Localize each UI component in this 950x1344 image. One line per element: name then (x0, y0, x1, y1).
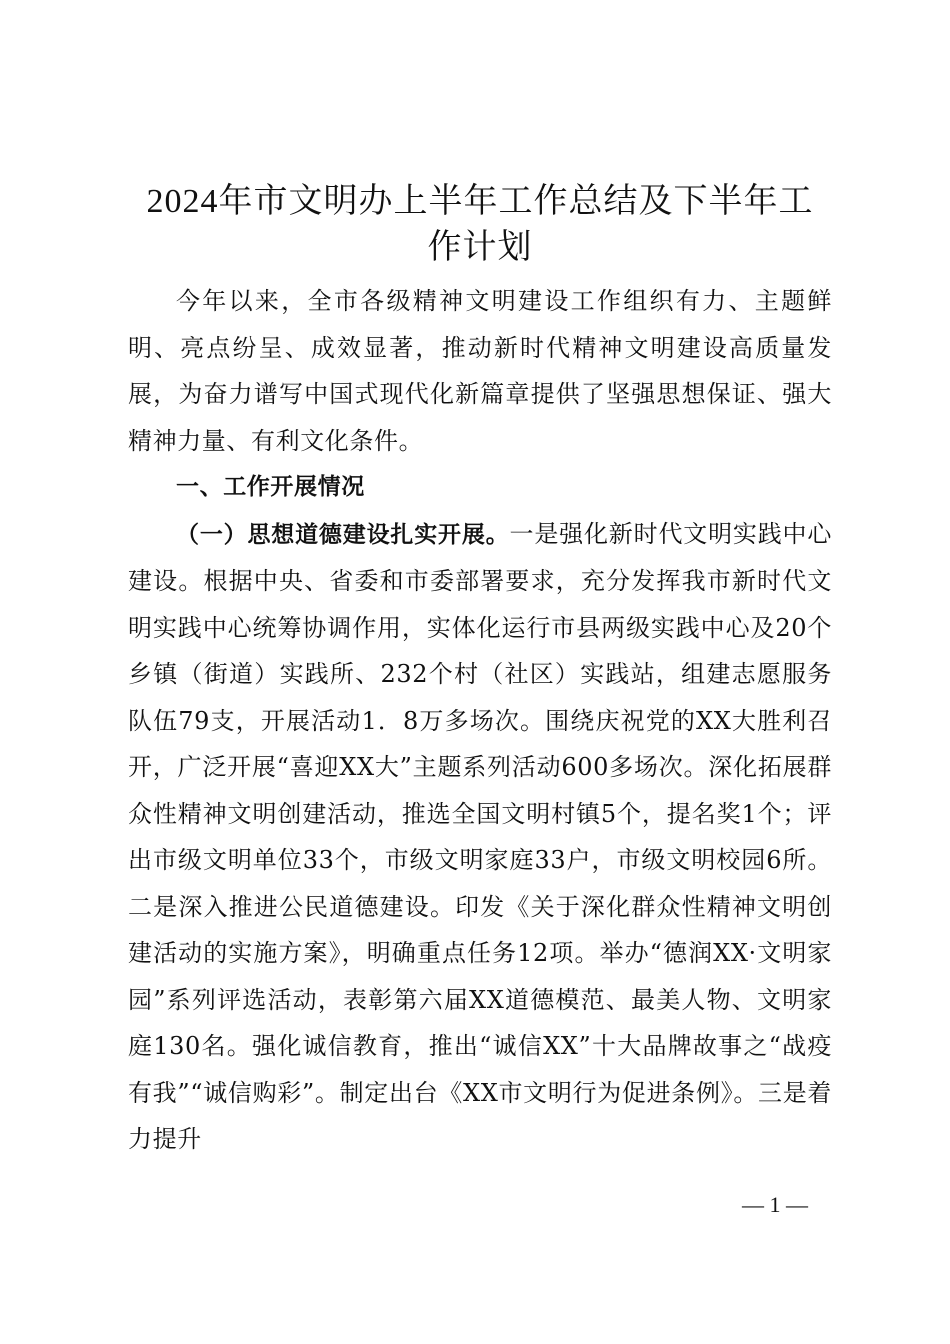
page-number: — 1 — (742, 1192, 808, 1217)
subsection-heading-moral-construction: （一）思想道德建设扎实开展。 (176, 521, 510, 548)
document-body (128, 278, 832, 1163)
subsection-body-text: 一是强化新时代文明实践中心建设。根据中央、省委和市委部署要求，充分发挥我市新时代文明实践中心统筹协调作用，实体化运行市县两级实践中心及20个乡镇（街道）实践所、232个村（社区）实践站，组建志愿服务队伍79支，开展活动1．8万多场次。围绕庆祝党的XX大胜利召开，广泛开展“喜迎XX大”主题系列活动600多场次。深化拓展群众性精神文明创建活动，推选全国文明村镇5个，提名奖1个；评出市级文明单位33个，市级文明家庭33户，市级文明校园6所。二是深入推进公民道德建设。印发《关于深化群众性精神文明创建活动的实施方案》，明确重点任务12项。举办“德润XX·文明家园”系列评选活动，表彰第六届XX道德模范、最美人物、文明家庭130名。强化诚信教育，推出“诚信XX”十大品牌故事之“战疫有我”“诚信购彩”。制定出台《XX市文明行为促进条例》。三是着力提升 (128, 519, 832, 1153)
section-heading-work-progress: 一、工作开展情况 (176, 474, 365, 500)
document-title-line-1: 2024年市文明办上半年工作总结及下半年工 (146, 183, 814, 220)
intro-paragraph: 今年以来，全市各级精神文明建设工作组织有力、主题鲜明、亮点纷呈、成效显著，推动新时代精神文明建设高质量发展，为奋力谱写中国式现代化新篇章提供了坚强思想保证、强大精神力量、有利文化条件。 (128, 287, 832, 455)
document-title-line-2: 作计划 (427, 229, 533, 266)
subsection-paragraph-moral-construction (128, 511, 832, 1163)
